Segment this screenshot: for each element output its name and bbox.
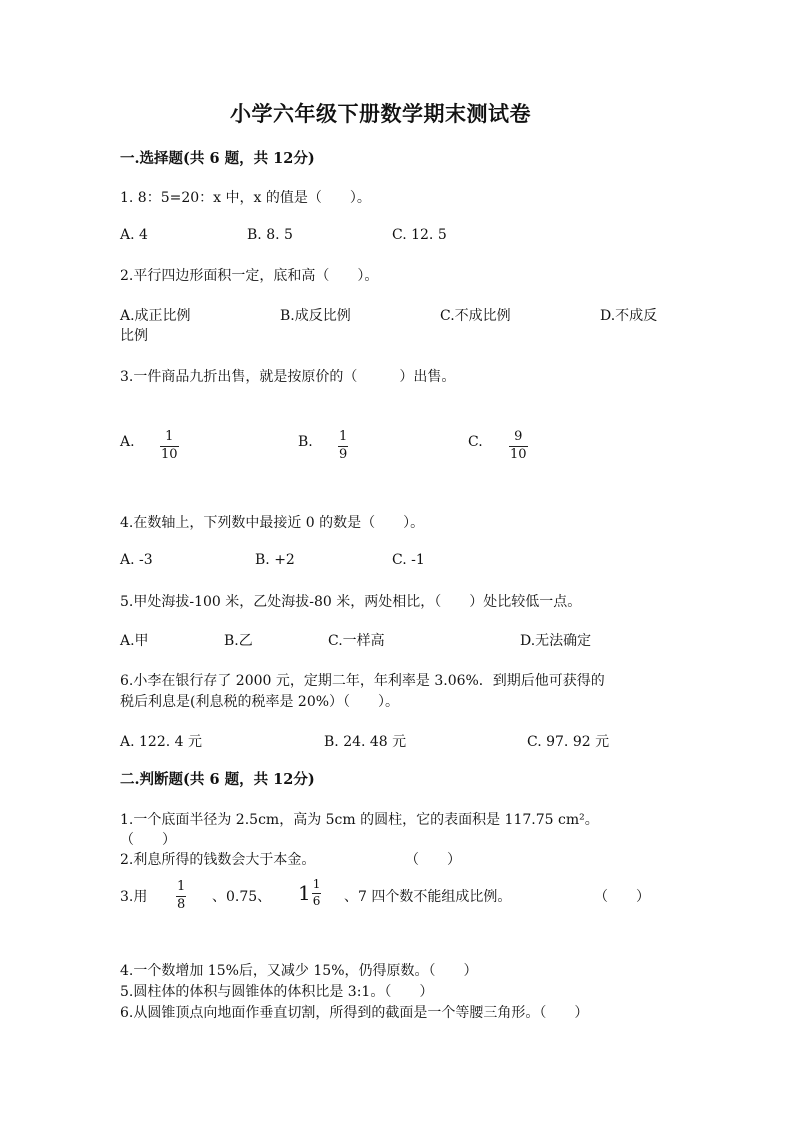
mixed-whole: 1 xyxy=(298,881,311,905)
fraction-denominator: 10 xyxy=(510,447,527,462)
q1-option-c[interactable]: C. 12. 5 xyxy=(392,227,447,243)
question-4-text: 4.在数轴上，下列数中最接近 0 的数是（ ）。 xyxy=(120,515,425,531)
q2-option-d[interactable]: D.不成反 xyxy=(600,308,658,324)
judge-3-middle: 、0.75、 xyxy=(212,889,272,905)
q4-option-b[interactable]: B. +2 xyxy=(255,552,295,568)
q5-option-a[interactable]: A.甲 xyxy=(120,633,149,649)
judge-2-text: 2.利息所得的钱数会大于本金。 xyxy=(120,852,316,868)
q2-option-b[interactable]: B.成反比例 xyxy=(280,308,351,324)
q3-option-a-label[interactable]: A. xyxy=(120,434,135,450)
mixed-fraction xyxy=(312,878,322,908)
q6-option-c[interactable]: C. 97. 92 元 xyxy=(527,734,610,750)
q3-option-c-fraction xyxy=(509,430,528,462)
judge-3-answer-paren[interactable]: （ ） xyxy=(594,889,650,905)
section-heading-judgment: 二.判断题(共 6 题，共 12分) xyxy=(120,771,315,788)
judge-5-text: 5.圆柱体的体积与圆锥体的体积比是 3:1。（ ） xyxy=(120,984,434,1000)
judge-2-answer-paren[interactable]: （ ） xyxy=(405,852,461,868)
q2-option-a[interactable]: A.成正比例 xyxy=(120,308,191,324)
q2-option-c[interactable]: C.不成比例 xyxy=(440,308,511,324)
q3-option-a-fraction xyxy=(160,430,179,462)
fraction-numerator: 1 xyxy=(177,879,186,894)
fraction-denominator: 9 xyxy=(339,447,348,462)
question-3-text: 3.一件商品九折出售，就是按原价的（ ）出售。 xyxy=(120,369,456,385)
fraction-numerator: 1 xyxy=(312,877,321,891)
question-2-text: 2.平行四边形面积一定，底和高（ ）。 xyxy=(120,268,379,284)
judge-1-answer-paren[interactable]: （ ） xyxy=(120,832,176,848)
q5-option-b[interactable]: B.乙 xyxy=(224,633,253,649)
judge-6-text: 6.从圆锥顶点向地面作垂直切割，所得到的截面是一个等腰三角形。（ ） xyxy=(120,1005,589,1021)
judge-3-fraction-one-eighth xyxy=(176,880,186,912)
judge-3-prefix: 3.用 xyxy=(120,889,148,905)
q3-option-b-label[interactable]: B. xyxy=(298,434,313,450)
judge-3-suffix: 、7 四个数不能组成比例。 xyxy=(344,889,512,905)
q3-option-b-fraction xyxy=(338,430,348,462)
question-6-line-1: 6.小李在银行存了 2000 元，定期二年，年利率是 3.06%．到期后他可获得的 xyxy=(120,673,605,689)
page-title: 小学六年级下册数学期末测试卷 xyxy=(230,101,531,126)
q6-option-a[interactable]: A. 122. 4 元 xyxy=(120,734,202,750)
fraction-denominator: 6 xyxy=(312,894,321,908)
fraction-numerator: 1 xyxy=(165,429,174,444)
fraction-denominator: 8 xyxy=(177,897,186,912)
judge-4-text: 4.一个数增加 15%后，又减少 15%，仍得原数。（ ） xyxy=(120,963,478,979)
question-1-text: 1. 8：5=20：x 中，x 的值是（ ）。 xyxy=(120,190,371,206)
fraction-denominator: 10 xyxy=(161,447,178,462)
question-5-text: 5.甲处海拔-100 米，乙处海拔-80 米，两处相比，（ ）处比较低一点。 xyxy=(120,594,582,610)
q6-option-b[interactable]: B. 24. 48 元 xyxy=(324,734,407,750)
q2-option-d-continued: 比例 xyxy=(120,328,148,344)
fraction-numerator: 1 xyxy=(339,429,348,444)
q3-option-c-label[interactable]: C. xyxy=(468,434,483,450)
question-6-line-2: 税后利息是(利息税的税率是 20%）（ ）。 xyxy=(120,694,400,710)
q1-option-a[interactable]: A. 4 xyxy=(120,227,148,243)
q5-option-d[interactable]: D.无法确定 xyxy=(520,633,592,649)
q4-option-a[interactable]: A. -3 xyxy=(120,552,153,568)
q1-option-b[interactable]: B. 8. 5 xyxy=(247,227,293,243)
section-heading-choice: 一.选择题(共 6 题，共 12分) xyxy=(120,150,315,167)
judge-1-line-1: 1.一个底面半径为 2.5cm，高为 5cm 的圆柱，它的表面积是 117.75 cm²。 xyxy=(120,812,599,828)
q5-option-c[interactable]: C.一样高 xyxy=(328,633,385,649)
q4-option-c[interactable]: C. -1 xyxy=(392,552,425,568)
fraction-numerator: 9 xyxy=(514,429,523,444)
judge-3-mixed-number xyxy=(298,878,321,908)
